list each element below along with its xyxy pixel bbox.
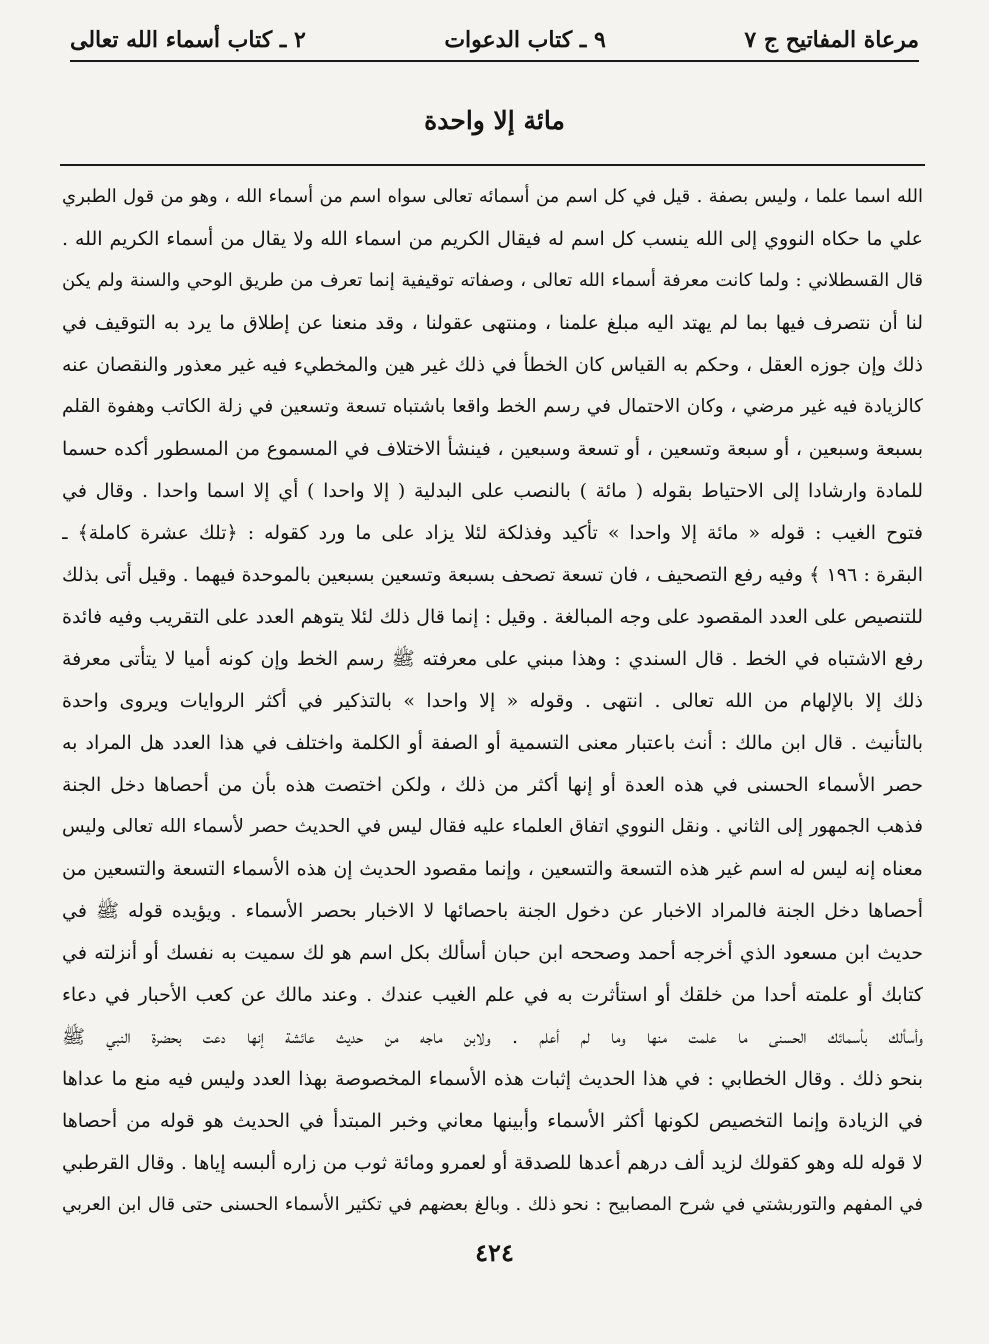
text-line: لنا أن نتصرف فيها بما لم يهتد اليه مبلغ علمنا ، ومنتهى عقولنا ، وقد منعنا عن إطلاق ما يرد به التوقيف في bbox=[62, 312, 923, 334]
text-line: علي ما حكاه النووي إلى الله ينسب كل اسم له فيقال الكريم من اسماء الله ولا يقال من أسماء الكريم الله . bbox=[62, 228, 923, 250]
text-line: قال القسطلاني : ولما كانت معرفة أسماء الله تعالى ، وصفاته توقيفية إنما تعرف من طريق الوحي والسنة ولم يكن bbox=[62, 270, 923, 291]
text-line: ذلك وإن جوزه العقل ، وحكم به القياس كان الخطأ في ذلك غير هين والمخطيء فيه غير معذور والنقصان عنه bbox=[62, 354, 923, 376]
running-header bbox=[70, 22, 919, 58]
text-line: فذهب الجمهور إلى الثاني . ونقل النووي اتفاق العلماء عليه فقال ليس في الحديث حصر لأسماء الله تعالى وليس bbox=[62, 816, 923, 837]
text-line: في الزيادة وإنما التخصيص لكونها أكثر الأسماء وأبينها معاني وخبر المبتدأ في الحديث هو قوله من أحصاها bbox=[62, 1110, 923, 1132]
text-line: كالزيادة فيه غير مرضي ، وكان الاحتمال في رسم الخط واقعا باشتباه تسعة وتسعين في زلة الكاتب وهفوة القلم bbox=[62, 396, 923, 417]
title-divider bbox=[60, 164, 925, 166]
text-line: كتابك أو علمته أحدا من خلقك أو استأثرت به في علم الغيب عندك . وعند مالك عن كعب الأحبار في دعاء bbox=[62, 984, 923, 1006]
text-line: وأسألك بأسمائك الحسنى ما علمت منها وما لم أعلم . ولابن ماجه من حديث عائشة إنها دعت بحضرة النبي ﷺ bbox=[62, 1026, 923, 1048]
text-line: أحصاها دخل الجنة فالمراد الاخبار عن دخول الجنة باحصائها لا الاخبار بحصر الأسماء . ويؤيده قوله ﷺ في bbox=[62, 900, 923, 922]
header-chapter-title: ٢ ـ كتاب أسماء الله تعالى bbox=[70, 27, 306, 53]
header-volume-title: مرعاة المفاتيح ج ٧ bbox=[744, 27, 919, 53]
header-book-title: ٩ ـ كتاب الدعوات bbox=[444, 27, 606, 53]
text-line: للمادة وارشادا إلى الاحتياط بقوله ( مائة ) بالنصب على البدلية ( إلا واحدا ) أي إلا اسما واحدا . وقال في bbox=[62, 480, 923, 502]
page-number: ٤٢٤ bbox=[475, 1238, 514, 1267]
text-line: حصر الأسماء الحسنى في هذه العدة أو إنها أكثر من ذلك ، ولكن اختصت هذه بأن من أحصاها دخل الجنة bbox=[62, 774, 923, 796]
text-line: فتوح الغيب : قوله « مائة إلا واحدا » تأكيد وفذلكة لئلا يزاد على ما ورد كقوله : ﴿تلك عشرة كاملة﴾ ـ bbox=[62, 522, 923, 544]
body-text bbox=[62, 176, 923, 1226]
text-line: لا قوله لله وهو كقولك لزيد ألف درهم أعدها للصدقة أو لعمرو ومائة ثوب من زاره ألبسه إياها . وقال القرطبي bbox=[62, 1152, 923, 1174]
section-title: مائة إلا واحدة bbox=[424, 106, 565, 135]
text-line: البقرة : ١٩٦ ﴾ وفيه رفع التصحيف ، فان تسعة تصحف بسبعة وتسعين بسبعين بالموحدة فيهما . وقيل أتى بذلك bbox=[62, 564, 923, 586]
text-line: ذلك إلا بالإلهام من الله تعالى . انتهى . وقوله « إلا واحدا » بالتذكير في أكثر الروايات ويروى واحدة bbox=[62, 690, 923, 712]
text-line: بالتأنيث . قال ابن مالك : أنث باعتبار معنى التسمية أو الصفة أو الكلمة واختلف في هذا العدد هل المراد به bbox=[62, 732, 923, 754]
text-line: للتنصيص على العدد المقصود على وجه المبالغة . وقيل : إنما قال ذلك لئلا يتوهم العدد على التقريب وفيه فائدة bbox=[62, 606, 923, 628]
text-line: رفع الاشتباه في الخط . قال السندي : وهذا مبني على معرفته ﷺ رسم الخط وإن كونه أميا لا يتأتى معرفة bbox=[62, 648, 923, 670]
header-divider bbox=[70, 60, 919, 62]
text-line: بسبعة وسبعين ، أو سبعة وتسعين ، أو تسعة وسبعين ، فينشأ الاختلاف في المسموع من المسطور أكده حسما bbox=[62, 438, 923, 460]
text-line: حديث ابن مسعود الذي أخرجه أحمد وصححه ابن حبان أسألك بكل اسم هو لك سميت به نفسك أو أنزلته في bbox=[62, 942, 923, 964]
text-line: الله اسما علما ، وليس بصفة . قيل في كل اسم من أسمائه تعالى سواه اسم من أسماء الله ، وهو من قول الطبري bbox=[62, 186, 923, 207]
text-line: في المفهم والتوربشتي في شرح المصابيح : نحو ذلك . وبالغ بعضهم في تكثير الأسماء الحسنى حتى قال ابن العربي bbox=[62, 1194, 923, 1215]
text-line: بنحو ذلك . وقال الخطابي : في هذا الحديث إثبات هذه الأسماء المخصوصة بهذا العدد وليس فيه منع ما عداها bbox=[62, 1068, 923, 1090]
text-line: معناه إنه ليس له اسم غير هذه التسعة والتسعين ، وإنما مقصود الحديث إن هذه الأسماء التسعة والتسعين من bbox=[62, 858, 923, 880]
